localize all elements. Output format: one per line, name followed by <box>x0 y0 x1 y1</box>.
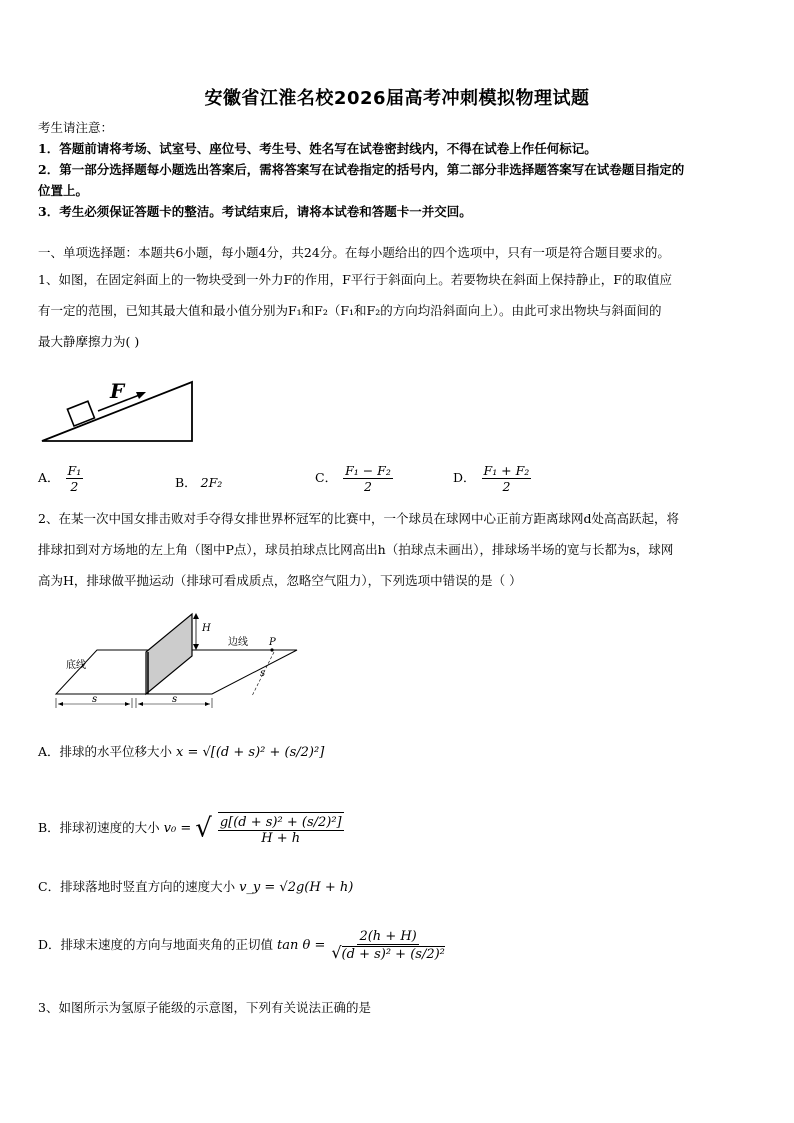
q2-option-b-den: H + h <box>261 830 301 846</box>
q2-option-c[interactable] <box>38 879 353 896</box>
notice-item-2: 2．第一部分选择题每小题选出答案后，需将答案写在试卷指定的括号内，第二部分非选择题答案写在试卷题目指定的 <box>38 162 685 177</box>
arrowhead-icon <box>205 702 210 706</box>
q2-option-b-lhs: v₀ = <box>163 821 192 836</box>
q1-option-b[interactable] <box>175 473 222 491</box>
point-p-label: P <box>269 637 276 648</box>
q1-option-a-fraction <box>66 463 84 494</box>
q2-option-b[interactable] <box>38 808 346 849</box>
net-height-label: H <box>202 623 211 634</box>
arrowhead-icon <box>125 702 130 706</box>
q2-option-d[interactable] <box>38 925 447 966</box>
half-court-length-label: s <box>172 694 178 705</box>
half-court-length-label: s <box>92 694 98 705</box>
q1-option-d[interactable] <box>453 463 533 494</box>
q1-text-line-1: 1、如图，在固定斜面上的一物块受到一外力F的作用，F平行于斜面向上。若要物块在斜面上保持静止，F的取值应 <box>38 272 672 287</box>
q2-option-b-num: g[(d + s)² + (s/2)²] <box>219 814 342 830</box>
q1-text-line-2: 有一定的范围，已知其最大值和最小值分别为F₁和F₂（F₁和F₂的方向均沿斜面向上）。由此可求出物块与斜面间的 <box>38 303 662 318</box>
notice-heading: 考生请注意： <box>38 120 114 135</box>
q2-option-d-den <box>331 945 445 962</box>
force-label: F <box>110 379 125 403</box>
q1-option-a-num: F₁ <box>67 463 82 478</box>
arrowhead-icon <box>136 392 146 399</box>
q1-option-d-fraction <box>482 463 532 494</box>
q2-option-c-text: C．排球落地时竖直方向的速度大小 <box>38 879 236 894</box>
q1-option-d-num: F₁ + F₂ <box>483 463 530 478</box>
net-shape <box>146 614 192 694</box>
arrowhead-icon <box>58 702 63 706</box>
q2-option-a-text: A．排球的水平位移大小 <box>38 744 173 759</box>
q2-text-line-3: 高为H，排球做平抛运动（排球可看成质点，忽略空气阻力），下列选项中错误的是（ ） <box>38 573 522 588</box>
q1-option-a[interactable] <box>38 463 85 494</box>
section-heading: 一、单项选择题：本题共6小题，每小题4分，共24分。在每小题给出的四个选项中，只有一项是符合题目要求的。 <box>38 245 670 260</box>
q2-option-d-fraction <box>331 929 445 962</box>
incline-figure <box>38 368 198 448</box>
notice-item-2-cont: 位置上。 <box>38 183 89 198</box>
q1-option-b-value: 2F₂ <box>200 475 223 490</box>
q1-option-c-label: C． <box>315 470 338 485</box>
q1-option-d-den: 2 <box>502 479 511 494</box>
q2-option-d-lhs: tan θ = <box>277 938 326 953</box>
q2-option-c-formula: v_y = √2g(H + h) <box>239 880 354 895</box>
q1-option-c-fraction <box>343 463 393 494</box>
q2-text-line-2: 排球扣到对方场地的左上角（图中P点），球员拍球点比网高出h（拍球点未画出），排球场半场的宽与长都为s，球网 <box>38 542 674 557</box>
q1-option-c[interactable] <box>315 463 395 494</box>
volleyball-court-figure <box>52 606 302 714</box>
point-p-marker <box>270 648 273 651</box>
baseline-label: 底线 <box>66 660 86 671</box>
q1-option-b-label: B． <box>175 475 197 490</box>
arrowhead-icon <box>193 613 199 619</box>
q2-option-d-num: 2(h + H) <box>359 929 417 944</box>
notice-item-3: 3．考生必须保证答题卡的整洁。考试结束后，请将本试卷和答题卡一并交回。 <box>38 204 472 219</box>
sqrt-icon: √ <box>331 943 342 962</box>
q1-option-c-num: F₁ − F₂ <box>345 463 391 478</box>
q1-option-d-label: D． <box>453 470 476 485</box>
q1-option-a-den: 2 <box>70 479 79 494</box>
q2-option-b-fraction <box>218 812 344 846</box>
q2-option-b-text: B．排球初速度的大小 <box>38 820 160 835</box>
q1-option-c-den: 2 <box>363 479 372 494</box>
q3-text-line-1: 3、如图所示为氢原子能级的示意图，下列有关说法正确的是 <box>38 1000 371 1015</box>
q2-text-line-1: 2、在某一次中国女排击败对手夺得女排世界杯冠军的比赛中，一个球员在球网中心正前方距离球网d处高高跃起，将 <box>38 511 679 526</box>
sqrt-icon: √ <box>195 813 212 844</box>
q2-option-a[interactable] <box>38 744 324 761</box>
arrowhead-icon <box>193 644 199 650</box>
notice-item-1: 1．答题前请将考场、试室号、座位号、考生号、姓名写在试卷密封线内，不得在试卷上作任何标记。 <box>38 141 597 156</box>
side-width-label: s <box>260 668 266 679</box>
sideline-label: 边线 <box>228 637 248 648</box>
page-title: 安徽省江淮名校2026届高考冲刺模拟物理试题 <box>204 88 590 109</box>
q1-option-a-label: A． <box>38 470 60 485</box>
q2-option-d-text: D．排球末速度的方向与地面夹角的正切值 <box>38 937 274 952</box>
q2-option-a-formula: x = √[(d + s)² + (s/2)²] <box>176 745 325 760</box>
arrowhead-icon <box>138 702 143 706</box>
q2-option-d-den-value: (d + s)² + (s/2)² <box>341 947 445 962</box>
q1-text-line-3: 最大静摩擦力为( ) <box>38 334 140 349</box>
